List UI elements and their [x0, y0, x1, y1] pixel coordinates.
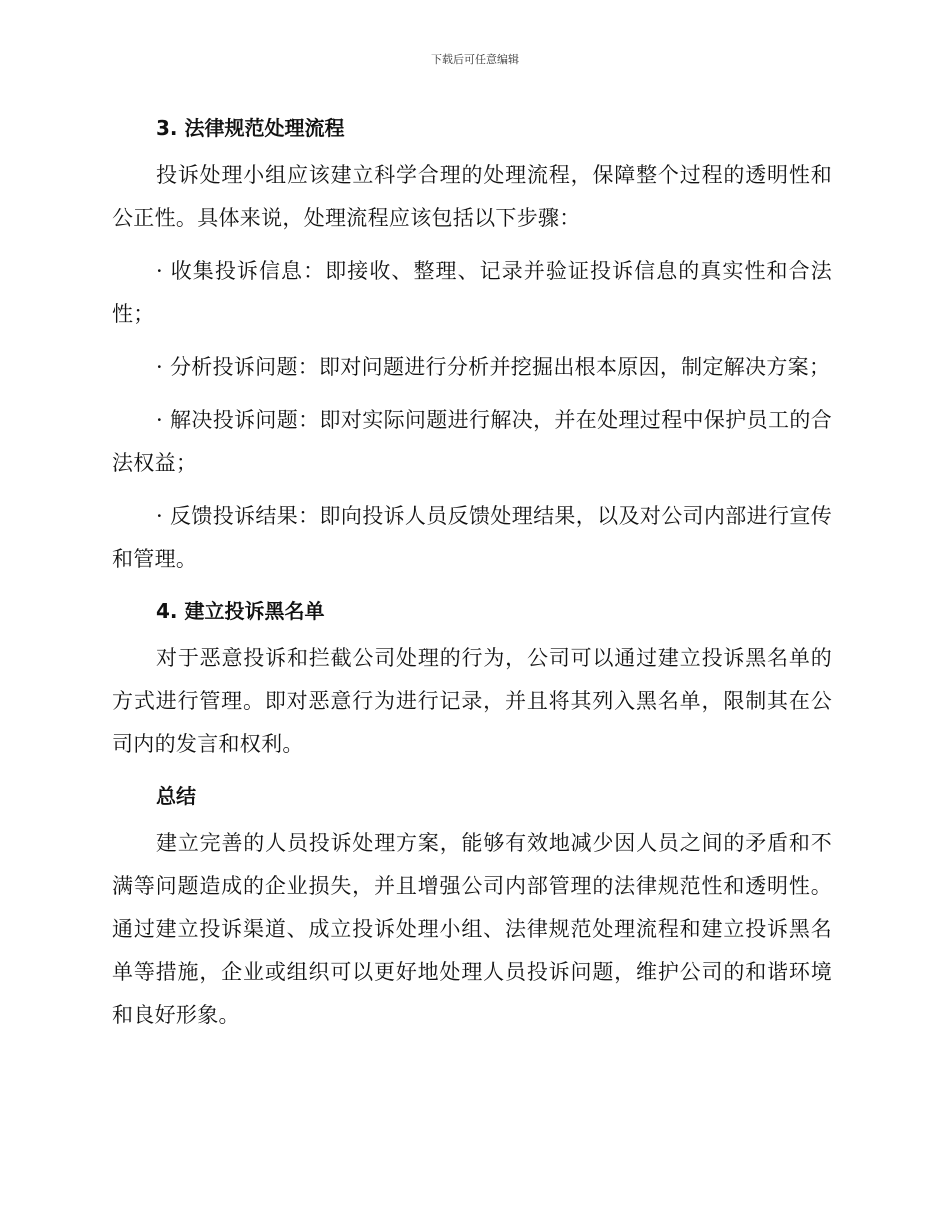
step-resolve: · 解决投诉问题：即对实际问题进行解决，并在处理过程中保护员工的合法权益；: [112, 408, 832, 475]
section-3-heading: 3. 法律规范处理流程: [156, 116, 345, 140]
section-4-body: 对于恶意投诉和拦截公司处理的行为，公司可以通过建立投诉黑名单的方式进行管理。即对恶意行为进行记录，并且将其列入黑名单，限制其在公司内的发言和权利。: [112, 646, 832, 756]
document-body: [112, 108, 832, 1047]
section-3-intro: 投诉处理小组应该建立科学合理的处理流程，保障整个过程的透明性和公正性。具体来说，处理流程应该包括以下步骤：: [112, 163, 832, 230]
section-4-heading: 4. 建立投诉黑名单: [156, 599, 325, 623]
summary-heading: 总结: [156, 784, 196, 808]
page-header: 下载后可任意编辑: [431, 53, 519, 66]
summary-body: 建立完善的人员投诉处理方案，能够有效地减少因人员之间的矛盾和不满等问题造成的企业损失，并且增强公司内部管理的法律规范性和透明性。通过建立投诉渠道、成立投诉处理小组、法律规范处理流程和建立投诉黑名单等措施，企业或组织可以更好地处理人员投诉问题，维护公司的和谐环境和良好形象。: [112, 831, 832, 1027]
step-analyze: · 分析投诉问题：即对问题进行分析并挖掘出根本原因，制定解决方案；: [156, 355, 831, 379]
step-feedback: · 反馈投诉结果：即向投诉人员反馈处理结果，以及对公司内部进行宣传和管理。: [112, 504, 832, 571]
step-collect: · 收集投诉信息：即接收、整理、记录并验证投诉信息的真实性和合法性；: [112, 259, 832, 326]
